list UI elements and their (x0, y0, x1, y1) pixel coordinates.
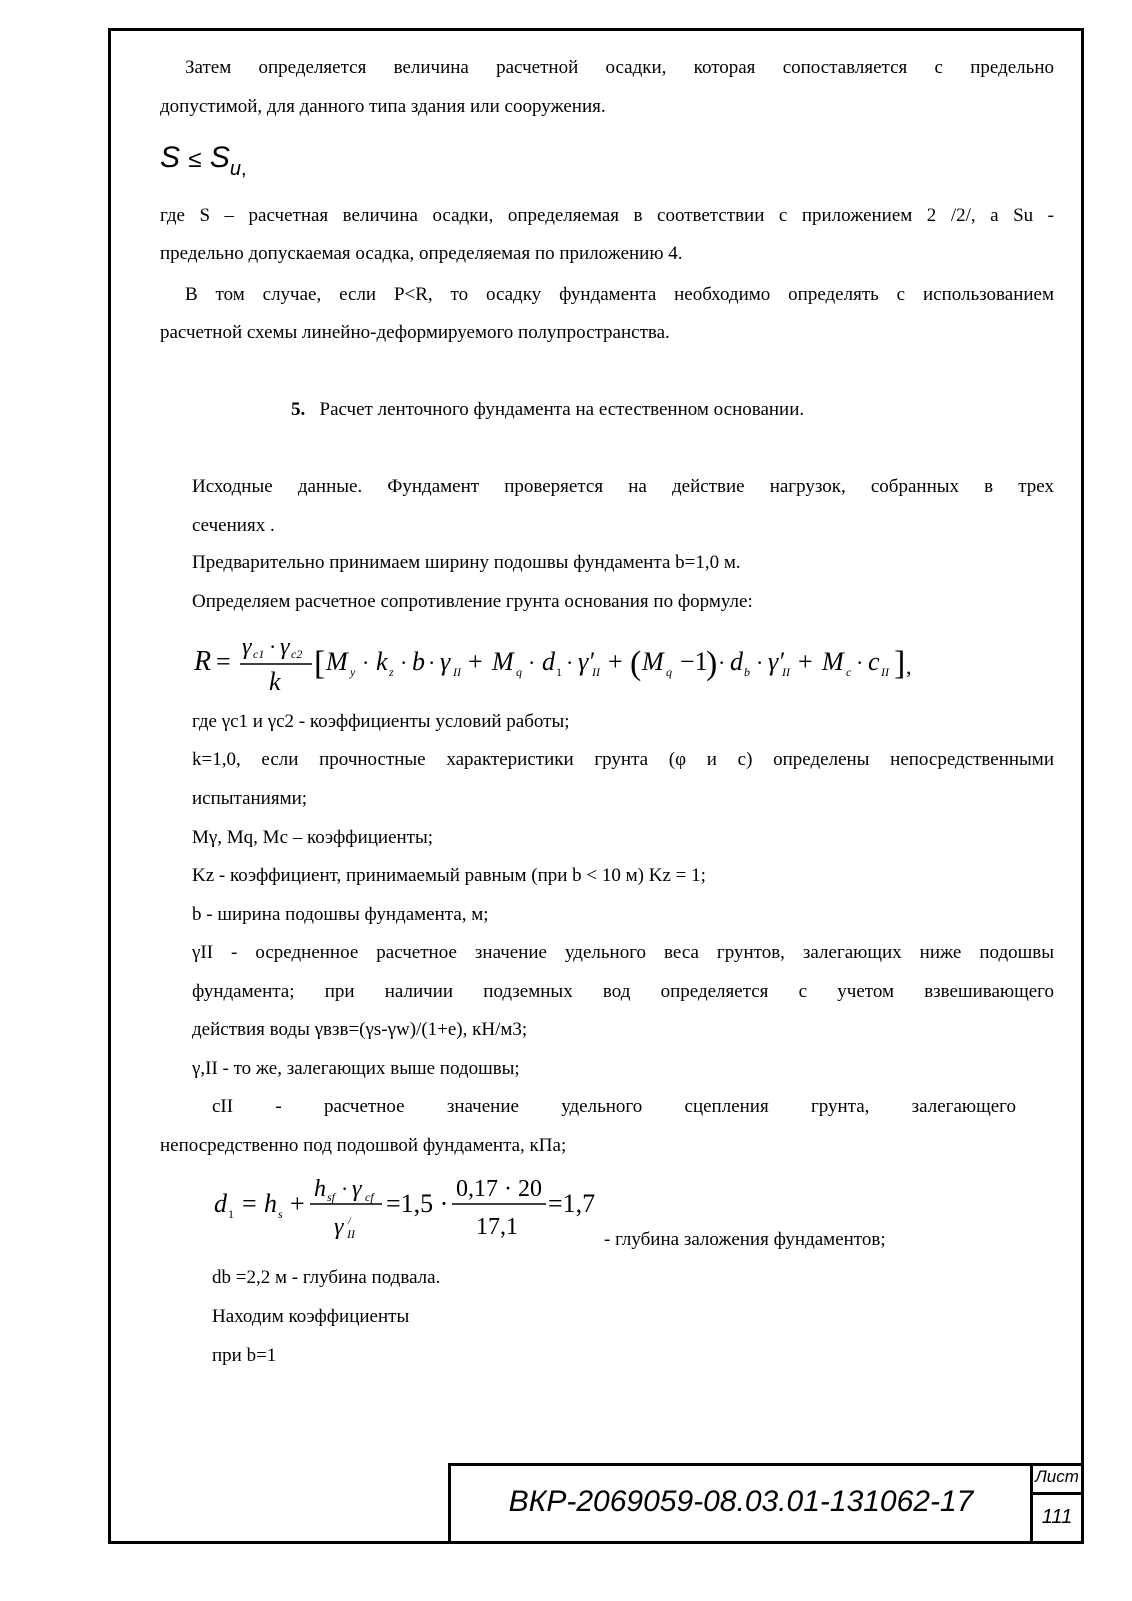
body-line-10: b - ширина подошвы фундамента, м; (192, 904, 489, 925)
svg-text:d: d (214, 1189, 227, 1218)
svg-text:γ: γ (440, 647, 451, 676)
d1-numerical-coefficient: =1,5 · (386, 1189, 449, 1218)
body-line-5: где γс1 и γс2 - коэффициенты условий работы; (192, 711, 570, 732)
svg-text:=: = (216, 647, 231, 676)
svg-text:II: II (592, 665, 600, 679)
body-line-2: сечениях . (192, 515, 275, 536)
svg-text:II: II (881, 665, 889, 679)
paragraph-2-line-1: где S – расчетная величина осадки, определяемая в соответствии с приложением 2 /2/, а Su - (160, 205, 1054, 226)
body-line-17: - глубина заложения фундаментов; (604, 1229, 886, 1250)
svg-text:h: h (314, 1176, 326, 1202)
body-line-15: cII - расчетное значение удельного сцепления грунта, залегающего (212, 1096, 1016, 1117)
body-line-8: Mγ, Mq, Mc – коэффициенты; (192, 827, 434, 848)
body-line-12: фундамента; при наличии подземных вод определяется с учетом взвешивающего (192, 981, 1054, 1002)
formula-su: S (209, 141, 230, 174)
svg-text:·: · (718, 650, 726, 675)
svg-text:+: + (608, 647, 623, 676)
svg-text:z: z (389, 665, 394, 679)
svg-text:cf: cf (365, 1190, 374, 1204)
svg-text:·: · (341, 1176, 349, 1201)
frame-left-stub (108, 1463, 111, 1544)
svg-text:1: 1 (556, 665, 562, 679)
svg-text:M: M (822, 647, 844, 676)
svg-text:·: · (269, 634, 277, 659)
svg-text:q: q (516, 665, 522, 679)
svg-text:(: ( (630, 645, 642, 682)
body-line-7: испытаниями; (192, 788, 308, 809)
svg-text:d: d (542, 647, 555, 676)
section-number: 5. (291, 399, 306, 420)
svg-text:h: h (264, 1189, 277, 1218)
formula-le: ≤ (188, 146, 202, 173)
svg-text:=: = (242, 1189, 257, 1218)
body-line-18: db =2,2 м - глубина подвала. (212, 1267, 441, 1288)
body-line-6: k=1,0, если прочностные характеристики грунта (φ и с) определены непосредственными (192, 749, 1054, 770)
sheet-label: Лист (1035, 1467, 1079, 1486)
svg-text:b: b (744, 665, 750, 679)
svg-text:·: · (528, 650, 536, 675)
formula-comma: , (241, 158, 247, 180)
svg-text:γ′: γ′ (768, 647, 784, 676)
svg-text:·: · (856, 650, 864, 675)
svg-text:[: [ (314, 645, 326, 682)
svg-text:+: + (290, 1189, 305, 1218)
body-line-9: Kz - коэффициент, принимаемый равным (при b < 10 м) Kz = 1; (192, 865, 706, 886)
settlement-formula (160, 140, 247, 179)
d1-fraction-denominator: 17,1 (476, 1214, 518, 1240)
bearing-resistance-formula (190, 630, 930, 700)
svg-text:c2: c2 (291, 647, 303, 661)
svg-text:): ) (706, 645, 718, 682)
svg-text:γ: γ (280, 634, 290, 660)
svg-text:s: s (278, 1207, 283, 1221)
svg-text:γ′: γ′ (578, 647, 594, 676)
svg-text:·: · (756, 650, 764, 675)
svg-text:γ: γ (242, 634, 252, 660)
svg-text:]: ] (894, 645, 906, 682)
sheet-number: 111 (1041, 1506, 1073, 1528)
section-title: Расчет ленточного фундамента на естественном основании. (319, 399, 805, 420)
svg-text:γ: γ (334, 1214, 344, 1240)
sheet-cell-divider (1030, 1492, 1084, 1495)
paragraph-2-line-2: предельно допускаемая осадка, определяемая по приложению 4. (160, 243, 683, 264)
svg-text:·: · (362, 650, 370, 675)
embedment-depth-formula (210, 1168, 610, 1248)
svg-text:M: M (492, 647, 514, 676)
svg-text:II: II (782, 665, 790, 679)
body-line-14: γ,II - то же, залегающих выше подошвы; (192, 1058, 520, 1079)
body-line-3: Предварительно принимаем ширину подошвы фундамента b=1,0 м. (192, 552, 741, 573)
svg-text:γ: γ (352, 1176, 362, 1202)
svg-text:II: II (453, 665, 461, 679)
formula-su-subscript: u (229, 158, 242, 180)
formula-s: S (160, 141, 181, 174)
svg-text:c1: c1 (253, 647, 265, 661)
svg-text:·: · (400, 650, 408, 675)
svg-text:M: M (326, 647, 348, 676)
paragraph-3-line-2: расчетной схемы линейно-деформируемого полупространства. (160, 322, 670, 343)
d1-fraction-numerator: 0,17 · 20 (456, 1176, 542, 1202)
d1-result: =1,7 (548, 1189, 596, 1218)
svg-text:1: 1 (228, 1207, 234, 1221)
paragraph-3-line-1: В том случае, если P<R, то осадку фундамента необходимо определять с использованием (185, 284, 1054, 305)
svg-text:·: · (428, 650, 436, 675)
body-line-13: действия воды γвзв=(γs-γw)/(1+e), кН/м3; (192, 1019, 528, 1040)
paragraph-1-line-2: допустимой, для данного типа здания или сооружения. (160, 96, 606, 117)
svg-text:·: · (566, 650, 574, 675)
svg-text:d: d (730, 647, 743, 676)
body-line-11: γII - осредненное расчетное значение удельного веса грунтов, залегающих ниже подошвы (192, 942, 1054, 963)
svg-text:II: II (347, 1227, 355, 1241)
svg-text:b: b (412, 647, 425, 676)
svg-text:c: c (868, 647, 880, 676)
svg-text:k: k (376, 647, 388, 676)
svg-text:k: k (269, 667, 281, 696)
svg-text:y: y (350, 665, 356, 679)
svg-text:+: + (798, 647, 813, 676)
svg-text:sf: sf (327, 1190, 336, 1204)
svg-text:−1: −1 (680, 647, 708, 676)
section-heading (291, 398, 804, 422)
svg-text:R: R (194, 646, 212, 677)
body-line-20: при b=1 (212, 1345, 277, 1366)
paragraph-1-line-1: Затем определяется величина расчетной осадки, которая сопоставляется с предельно (185, 57, 1054, 78)
svg-text:/: / (348, 1216, 351, 1227)
svg-text:q: q (666, 665, 672, 679)
svg-text:+: + (468, 647, 483, 676)
body-line-4: Определяем расчетное сопротивление грунта основания по формуле: (192, 591, 753, 612)
body-line-16: непосредственно под подошвой фундамента, кПа; (160, 1135, 567, 1156)
document-code: ВКР-2069059-08.03.01-131062-17 (508, 1485, 974, 1518)
svg-text:,: , (906, 654, 912, 679)
svg-text:M: M (642, 647, 664, 676)
body-line-1: Исходные данные. Фундамент проверяется на действие нагрузок, собранных в трех (192, 476, 1054, 497)
body-line-19: Находим коэффициенты (212, 1306, 410, 1327)
svg-text:c: c (846, 665, 852, 679)
